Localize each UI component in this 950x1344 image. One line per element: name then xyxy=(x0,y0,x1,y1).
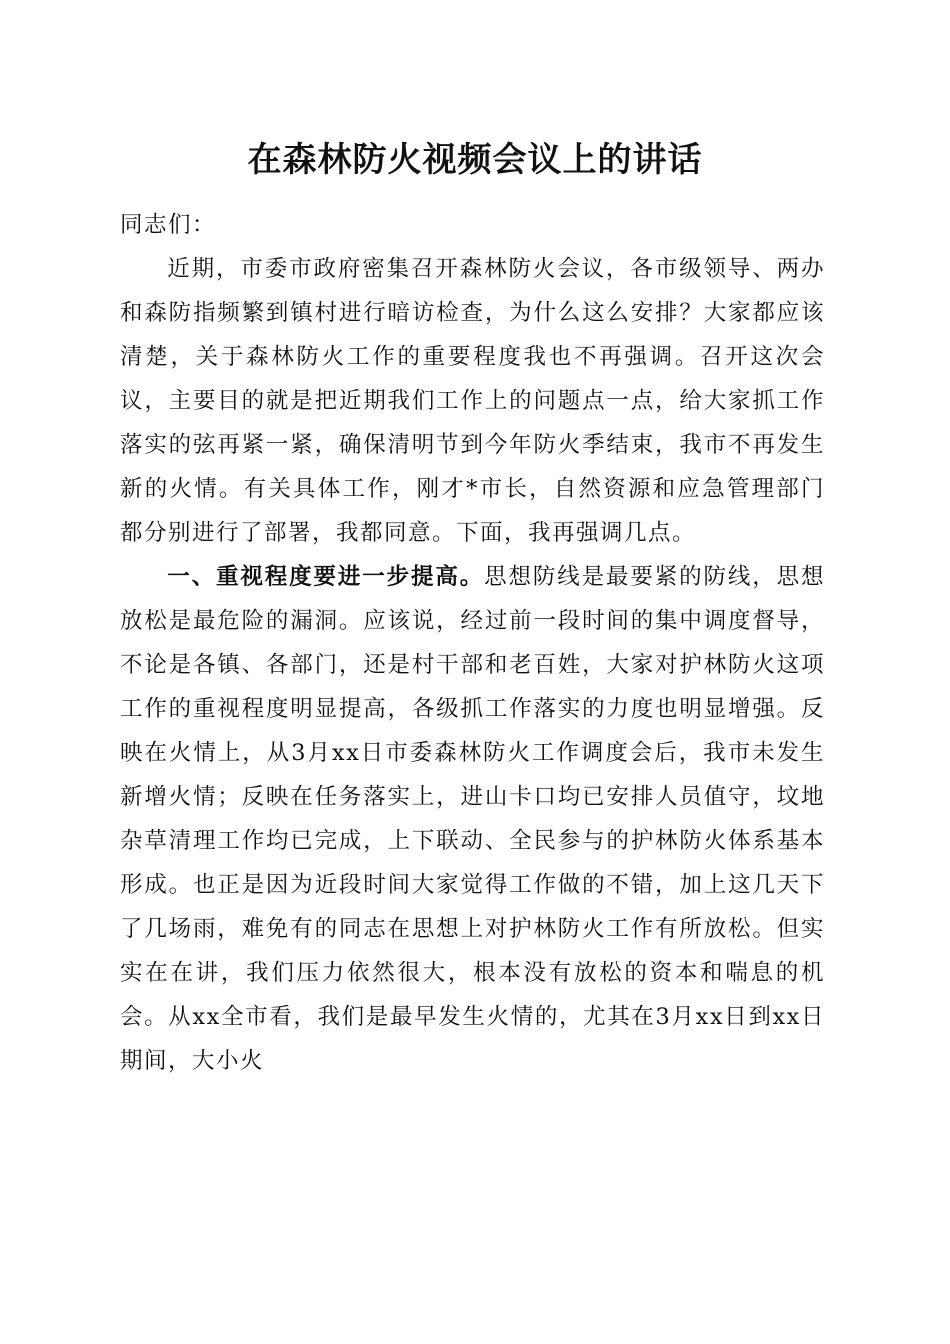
document-title: 在森林防火视频会议上的讲话 xyxy=(247,140,703,180)
paragraph-intro: 近期，市委市政府密集召开森林防火会议，各市级领导、两办和森防指频繁到镇村进行暗访检查，为什么这么安排？大家都应该清楚，关于森林防火工作的重要程度我也不再强调。召开这次会议，主要目的就是把近期我们工作上的问题点一点，给大家抓工作落实的弦再紧一紧，确保清明节到今年防火季结束，我市不再发生新的火情。有关具体工作，刚才*市长，自然资源和应急管理部门都分别进行了部署，我都同意。下面，我再强调几点。 xyxy=(120,256,825,546)
salutation: 同志们： xyxy=(120,212,217,238)
paragraph-section-one xyxy=(120,555,825,1083)
document-body xyxy=(120,203,825,1083)
section-one-heading: 一、重视程度要进一步提高。 xyxy=(167,564,485,590)
section-one-text: 思想防线是最要紧的防线，思想放松是最危险的漏洞。应该说，经过前一段时间的集中调度督导，不论是各镇、各部门，还是村干部和老百姓，大家对护林防火这项工作的重视程度明显提高，各级抓工作落实的力度也明显增强。反映在火情上，从3月xx日市委森林防火工作调度会后，我市未发生新增火情；反映在任务落实上，进山卡口均已安排人员值守，坟地杂草清理工作均已完成，上下联动、全民参与的护林防火体系基本形成。也正是因为近段时间大家觉得工作做的不错，加上这几天下了几场雨，难免有的同志在思想上对护林防火工作有所放松。但实实在在讲，我们压力依然很大，根本没有放松的资本和喘息的机会。从xx全市看，我们是最早发生火情的，尤其在3月xx日到xx日期间，大小火 xyxy=(120,564,825,1074)
